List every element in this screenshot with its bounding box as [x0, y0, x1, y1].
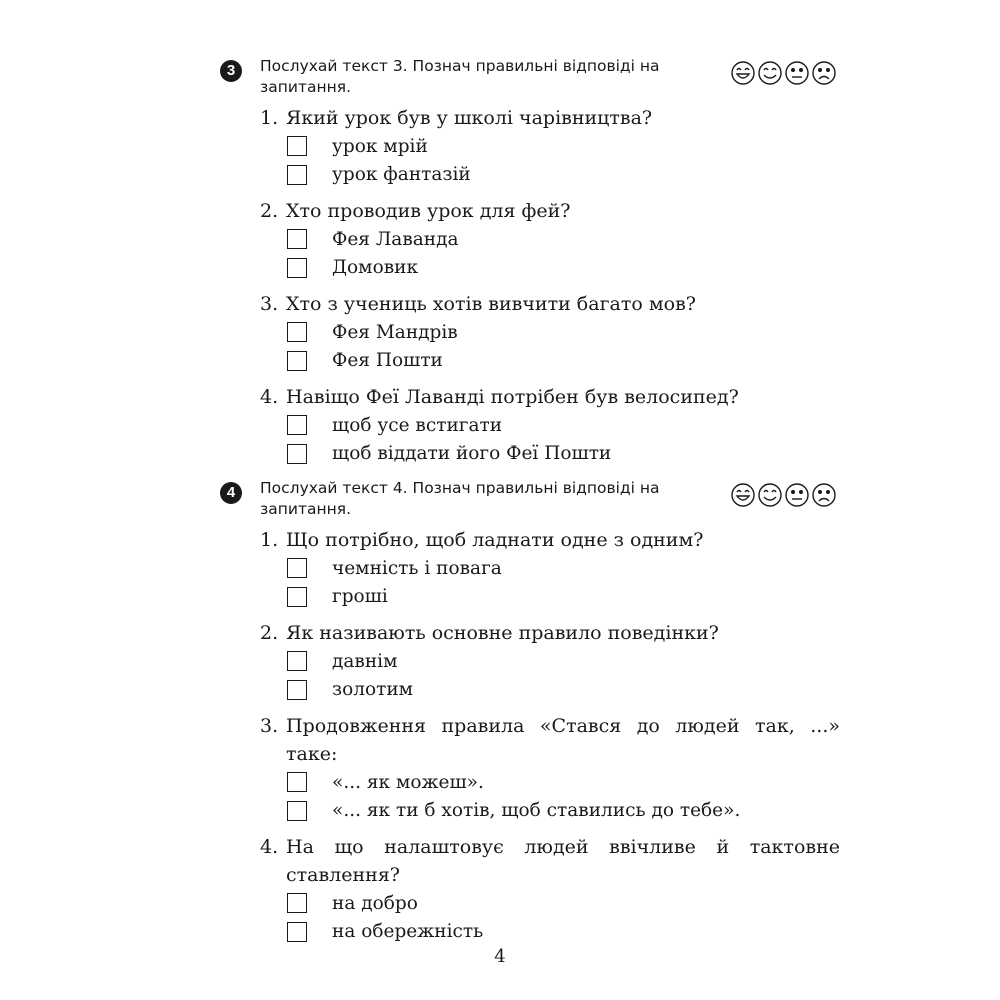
- question-number: 4.: [260, 836, 279, 858]
- question-number: 3.: [260, 293, 279, 315]
- question-text: Хто проводив урок для фей?: [286, 200, 571, 222]
- question-text: Як називають основне правило поведінки?: [286, 622, 719, 644]
- question-number: 3.: [260, 715, 279, 737]
- question-number: 1.: [260, 529, 279, 551]
- answer-option: [287, 440, 840, 469]
- sad-face-icon[interactable]: [813, 484, 835, 506]
- answer-checkbox[interactable]: [287, 229, 307, 249]
- answer-checkbox[interactable]: [287, 258, 307, 278]
- answer-option: [287, 768, 840, 797]
- answer-checkbox[interactable]: [287, 893, 307, 913]
- answer-checkbox[interactable]: [287, 136, 307, 156]
- answer-option: [287, 161, 840, 190]
- task-header: [220, 480, 840, 526]
- sad-face-icon[interactable]: [813, 62, 835, 84]
- question-number: 2.: [260, 622, 279, 644]
- question-text: Який урок був у школі чарівництва?: [286, 107, 653, 129]
- answer-checkbox[interactable]: [287, 444, 307, 464]
- answer-checkbox[interactable]: [287, 558, 307, 578]
- answer-option: [287, 225, 840, 254]
- answer-label: давнім: [332, 650, 398, 672]
- answer-option: [287, 318, 840, 347]
- question-number: 4.: [260, 386, 279, 408]
- answer-label: золотим: [332, 679, 414, 701]
- answer-label: щоб усе встигати: [332, 414, 503, 436]
- question: [260, 619, 840, 704]
- answer-checkbox[interactable]: [287, 415, 307, 435]
- answer-label: гроші: [332, 586, 388, 608]
- question-text: На що налаштовує людей ввічливе й тактовне ставлення?: [286, 836, 840, 886]
- answer-option: [287, 132, 840, 161]
- laughing-face-icon[interactable]: [732, 484, 754, 506]
- answer-label: Фея Мандрів: [332, 321, 458, 343]
- question: [260, 104, 840, 189]
- answer-option: [287, 347, 840, 376]
- answer-checkbox[interactable]: [287, 922, 307, 942]
- self-assessment-faces: [730, 60, 840, 86]
- answer-label: щоб віддати його Феї Пошти: [332, 443, 612, 465]
- question: [260, 383, 840, 468]
- answer-option: [287, 583, 840, 612]
- question-text: Продовження правила «Стався до людей так, ...» таке:: [286, 715, 840, 765]
- answer-checkbox[interactable]: [287, 772, 307, 792]
- answer-label: чемність і повага: [332, 557, 502, 579]
- answer-checkbox[interactable]: [287, 651, 307, 671]
- task-instruction: Послухай текст 3. Познач правильні відповіді на запитання.: [260, 57, 660, 96]
- answer-checkbox[interactable]: [287, 680, 307, 700]
- question: [260, 712, 840, 825]
- answer-label: на обережність: [332, 921, 484, 943]
- laughing-face-icon[interactable]: [732, 62, 754, 84]
- question: [260, 526, 840, 611]
- smiling-face-icon[interactable]: [759, 484, 781, 506]
- answer-checkbox[interactable]: [287, 165, 307, 185]
- self-assessment-faces: [730, 482, 840, 508]
- question: [260, 197, 840, 282]
- answer-option: [287, 647, 840, 676]
- task-number-badge: 4: [220, 482, 242, 504]
- answer-option: [287, 554, 840, 583]
- task-number-badge: 3: [220, 60, 242, 82]
- page-number: 4: [494, 946, 506, 967]
- answer-label: Домовик: [332, 257, 419, 279]
- smiling-face-icon[interactable]: [759, 62, 781, 84]
- question-number: 1.: [260, 107, 279, 129]
- question: [260, 833, 840, 946]
- task-4: [220, 480, 840, 946]
- answer-checkbox[interactable]: [287, 801, 307, 821]
- answer-checkbox[interactable]: [287, 351, 307, 371]
- neutral-face-icon[interactable]: [786, 484, 808, 506]
- answer-option: [287, 797, 840, 826]
- answer-checkbox[interactable]: [287, 322, 307, 342]
- answer-label: Фея Пошти: [332, 350, 443, 372]
- answer-option: [287, 676, 840, 705]
- answer-option: [287, 889, 840, 918]
- task-instruction: Послухай текст 4. Познач правильні відповіді на запитання.: [260, 479, 660, 518]
- question-text: Що потрібно, щоб ладнати одне з одним?: [286, 529, 704, 551]
- answer-label: на добро: [332, 892, 418, 914]
- answer-checkbox[interactable]: [287, 587, 307, 607]
- question: [260, 290, 840, 375]
- question-number: 2.: [260, 200, 279, 222]
- answer-label: Фея Лаванда: [332, 228, 459, 250]
- answer-option: [287, 254, 840, 283]
- neutral-face-icon[interactable]: [786, 62, 808, 84]
- answer-option: [287, 411, 840, 440]
- answer-option: [287, 918, 840, 947]
- answer-label: «... як ти б хотів, щоб ставились до тебе».: [332, 800, 741, 822]
- answer-label: «... як можеш».: [332, 771, 484, 793]
- question-text: Навіщо Феї Лаванді потрібен був велосипед?: [286, 386, 739, 408]
- answer-label: урок фантазій: [332, 164, 471, 186]
- task-3: [220, 58, 840, 468]
- task-header: [220, 58, 840, 104]
- answer-label: урок мрій: [332, 135, 428, 157]
- question-text: Хто з учениць хотів вивчити багато мов?: [286, 293, 696, 315]
